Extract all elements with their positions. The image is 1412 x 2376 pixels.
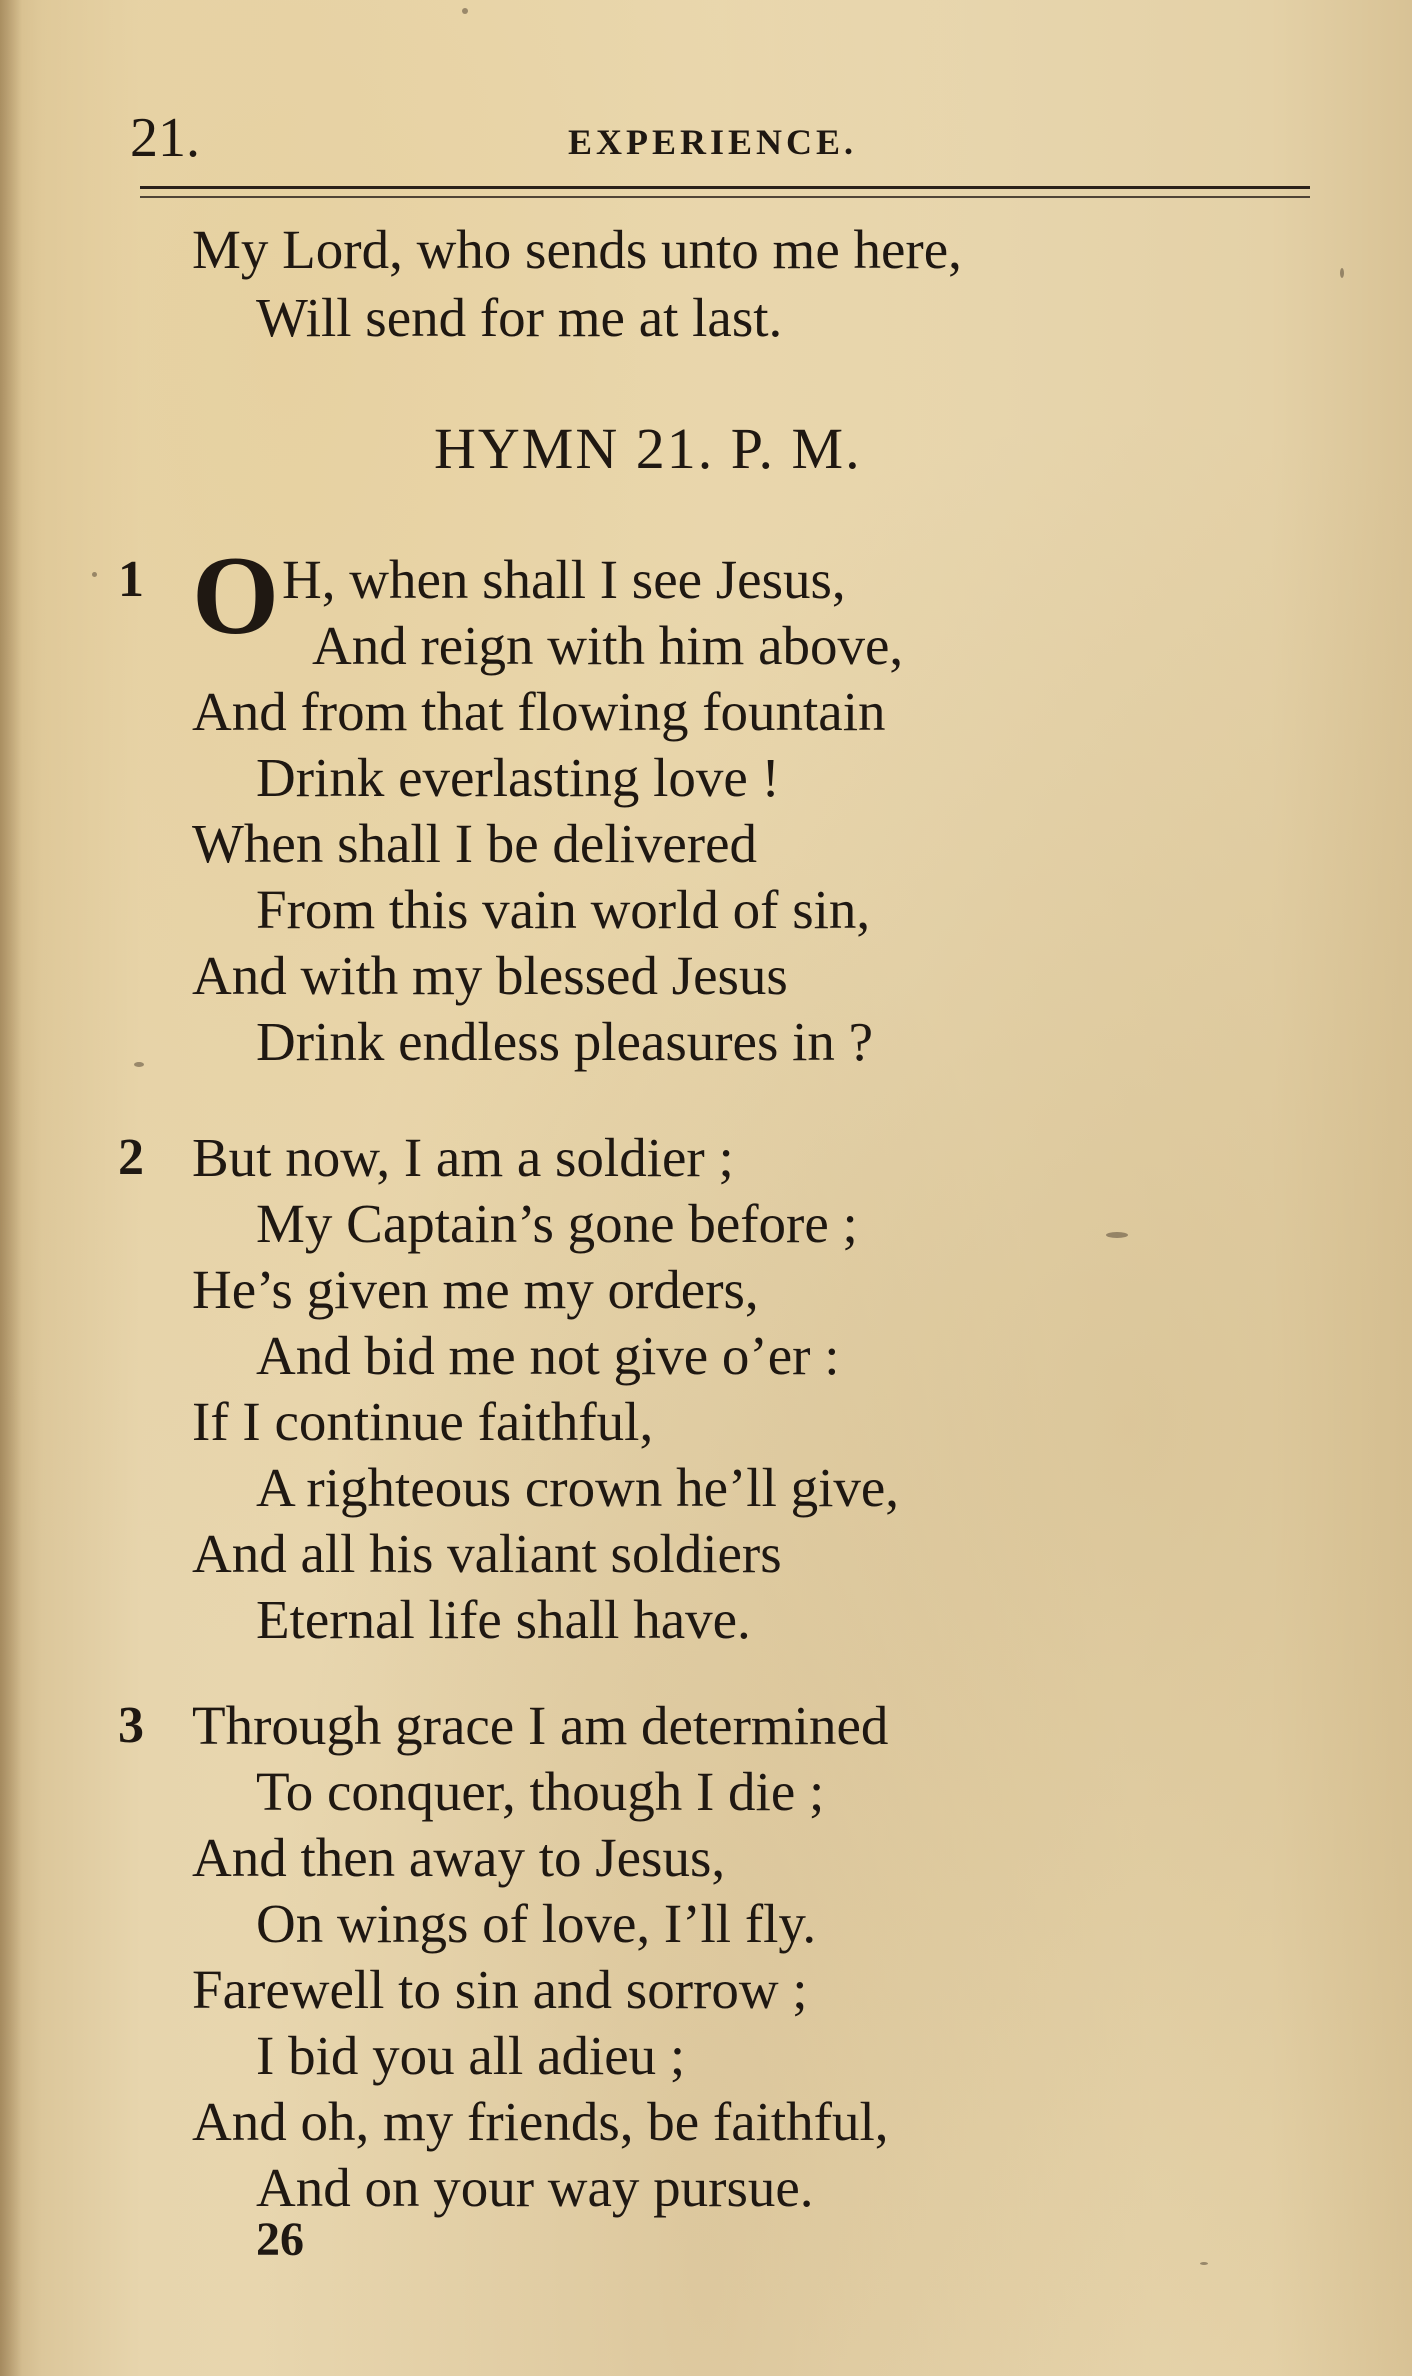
verse-line: On wings of love, I’ll fly. (256, 1893, 817, 1954)
page-gutter-shadow (0, 0, 22, 2376)
verse-line: Drink everlasting love ! (256, 747, 780, 808)
verse-line: Drink endless pleasures in ? (256, 1011, 874, 1072)
verse-line: And bid me not give o’er : (256, 1325, 840, 1386)
verse-line: And all his valiant soldiers (192, 1523, 782, 1584)
verse-line: From this vain world of sin, (256, 879, 871, 940)
verse-line: Farewell to sin and sorrow ; (192, 1959, 808, 2020)
paper-speck (1340, 268, 1344, 278)
verse-line: If I continue faithful, (192, 1391, 654, 1452)
paper-speck (462, 8, 468, 14)
verse-line: And from that flowing fountain (192, 681, 886, 742)
verse-number: 3 (118, 1697, 144, 1754)
verse-number: 2 (118, 1129, 144, 1186)
hymn-title: HYMN 21. P. M. (434, 416, 862, 481)
page-number: 21. (130, 107, 200, 169)
verse-line: I bid you all adieu ; (256, 2025, 686, 2086)
verse-line: A righteous crown he’ll give, (256, 1457, 900, 1518)
verse-line: He’s given me my orders, (192, 1259, 759, 1320)
verse-line: To conquer, though I die ; (256, 1761, 825, 1822)
signature-mark: 26 (256, 2213, 304, 2266)
verse-line: And oh, my friends, be faithful, (192, 2091, 889, 2152)
paper-speck (1200, 2262, 1208, 2265)
verse-line: Eternal life shall have. (256, 1589, 751, 1650)
verse-line: When shall I be delivered (192, 813, 758, 874)
verse-line: H, when shall I see Jesus, (282, 549, 846, 610)
paper-speck (92, 572, 97, 577)
header-rule-top (140, 186, 1310, 189)
continuation-line: Will send for me at last. (256, 287, 783, 348)
header-rule-bottom (140, 196, 1310, 198)
paper-speck (134, 1062, 144, 1067)
verse-number: 1 (118, 551, 144, 608)
verse-line: And on your way pursue. (256, 2157, 814, 2218)
verse-line: And then away to Jesus, (192, 1827, 726, 1888)
verse-line: My Captain’s gone before ; (256, 1193, 858, 1254)
verse-line: Through grace I am determined (192, 1695, 889, 1756)
running-head: EXPERIENCE. (568, 122, 858, 162)
verse-line: But now, I am a soldier ; (192, 1127, 734, 1188)
verse-line: And with my blessed Jesus (192, 945, 788, 1006)
drop-cap: O (192, 534, 280, 658)
verse-line: And reign with him above, (312, 615, 904, 676)
paper-speck (1106, 1232, 1128, 1238)
page-header (0, 108, 1412, 168)
continuation-line: My Lord, who sends unto me here, (192, 219, 962, 280)
